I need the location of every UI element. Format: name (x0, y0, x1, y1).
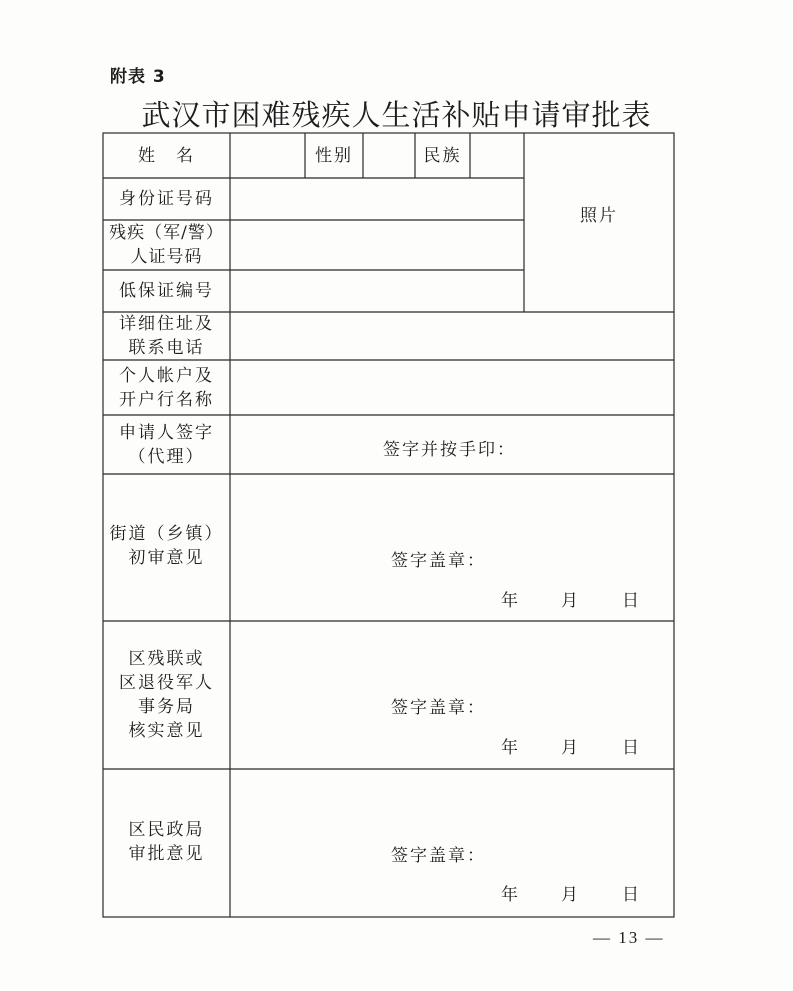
street-review-label: 街道（乡镇） 初审意见 (109, 523, 224, 568)
gender-field[interactable] (363, 133, 415, 178)
date-year: 年 (501, 591, 518, 611)
bank-account-field[interactable] (230, 360, 674, 415)
address-label: 详细住址及 联系电话 (119, 314, 214, 358)
date-day: 日 (622, 591, 639, 611)
name-field[interactable] (230, 133, 305, 178)
ethnicity-label: 民族 (423, 145, 462, 166)
low-income-cert-label: 低保证编号 (119, 281, 214, 301)
district-verify-field[interactable] (230, 621, 674, 769)
gender-label: 性别 (315, 145, 353, 166)
id-number-label: 身份证号码 (119, 189, 214, 209)
annex-label: 附表 3 (110, 67, 166, 87)
street-review-field[interactable] (230, 474, 674, 621)
date-month: 月 (561, 885, 578, 905)
applicant-sign-prompt: 签字并按手印： (383, 440, 516, 460)
date-day: 日 (622, 885, 639, 905)
civil-affairs-date (230, 880, 674, 904)
date-year: 年 (501, 738, 518, 758)
district-date (230, 733, 674, 757)
bank-account-label: 个人帐户及 开户行名称 (119, 365, 214, 410)
photo-label: 照片 (580, 205, 618, 226)
date-month: 月 (561, 591, 578, 611)
ethnicity-field[interactable] (470, 133, 524, 178)
date-day: 日 (622, 738, 639, 758)
form-title: 武汉市困难残疾人生活补贴申请审批表 (141, 98, 652, 132)
civil-affairs-approval-label: 区民政局 审批意见 (128, 820, 205, 864)
disability-cert-label: 残疾（军/警） 人证号码 (109, 223, 224, 267)
address-field[interactable] (230, 312, 674, 360)
district-sign-prompt: 签字盖章： (391, 698, 486, 718)
low-income-cert-field[interactable] (230, 270, 524, 312)
applicant-sign-field[interactable] (230, 415, 674, 474)
disability-cert-field[interactable] (230, 220, 524, 270)
district-verify-label: 区残联或 区退役军人 事务局 核实意见 (119, 649, 214, 741)
date-month: 月 (561, 738, 578, 758)
page-number: — 13 — (593, 928, 665, 947)
civil-affairs-approval-field[interactable] (230, 769, 674, 917)
civil-affairs-sign-prompt: 签字盖章： (391, 846, 486, 866)
id-number-field[interactable] (230, 178, 524, 220)
date-year: 年 (501, 885, 518, 905)
street-date (230, 586, 674, 610)
applicant-sign-label: 申请人签字 （代理） (119, 422, 214, 467)
name-label: 姓 名 (138, 145, 195, 166)
street-sign-prompt: 签字盖章： (391, 551, 486, 571)
photo-box[interactable] (524, 133, 674, 312)
